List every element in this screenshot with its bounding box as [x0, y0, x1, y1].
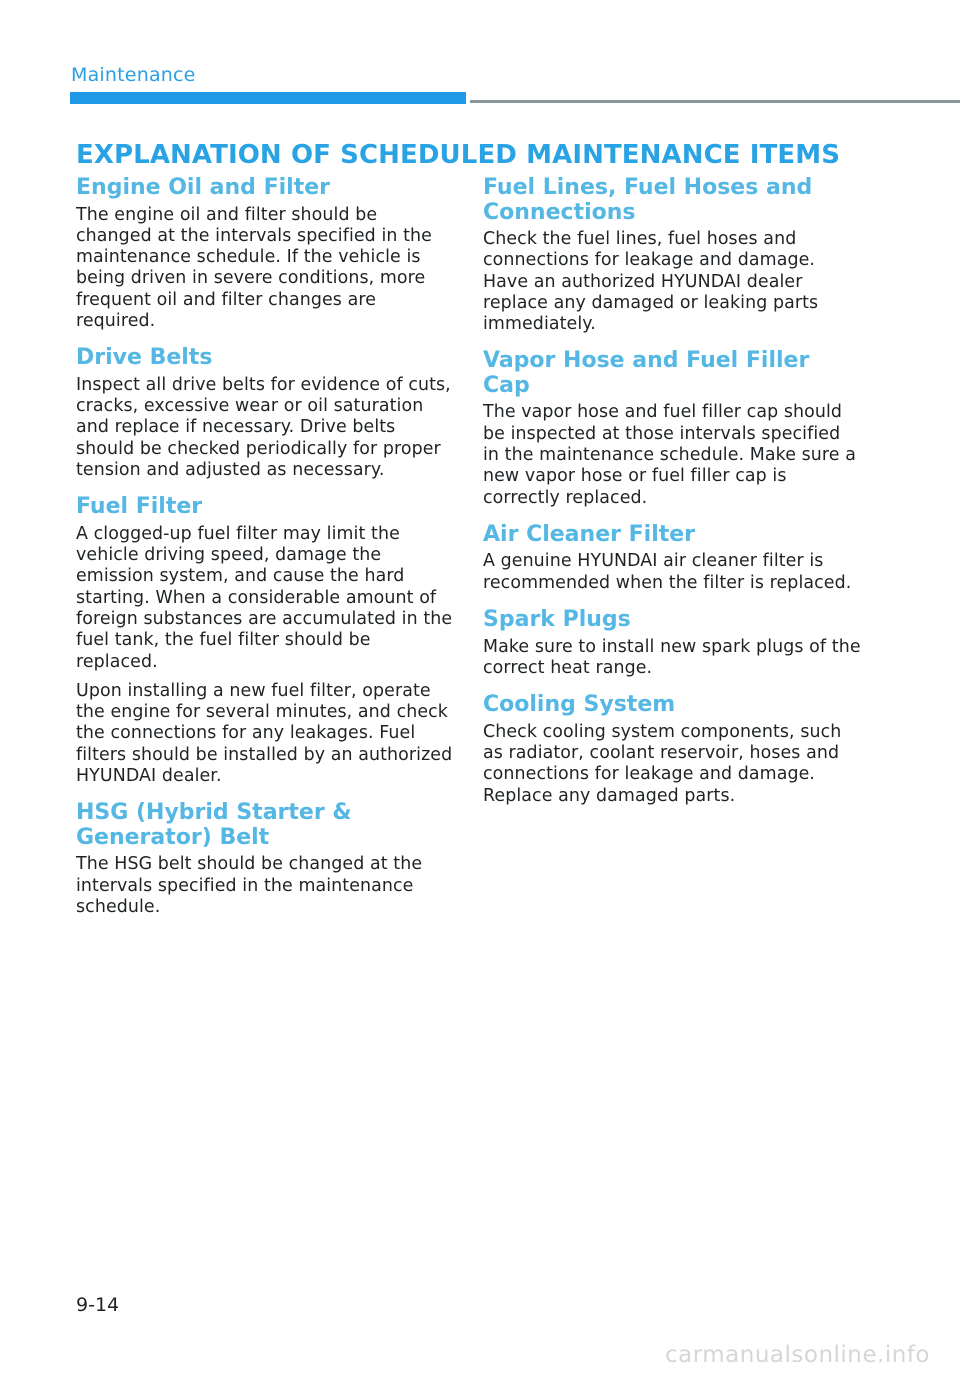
item-heading: Fuel Lines, Fuel Hoses and Connections [483, 175, 813, 225]
item-drive-belts [76, 346, 454, 481]
item-paragraph: The vapor hose and fuel filler cap should be inspected at those intervals specified in the maintenance schedule. Make sure a new vapor hose or fuel filler cap is correctly replaced. [483, 402, 856, 508]
item-paragraph: Check the fuel lines, fuel hoses and connections for leakage and damage. Have an authorized HYUNDAI dealer replace any damaged or leaking parts immediately. [483, 229, 819, 335]
item-fuel-lines [483, 176, 861, 335]
item-heading: Engine Oil and Filter [76, 175, 330, 200]
page-title: EXPLANATION OF SCHEDULED MAINTENANCE ITEMS [76, 140, 841, 170]
item-paragraph: The HSG belt should be changed at the intervals specified in the maintenance schedule. [76, 854, 423, 917]
item-paragraph: A clogged-up fuel filter may limit the vehicle driving speed, damage the emission system, and cause the hard starting. When a considerable amount of foreign substances are accumulated in the fuel tank, the fuel filter should be replaced. [76, 523, 453, 672]
item-heading: Drive Belts [76, 345, 213, 371]
running-header: Maintenance [71, 64, 196, 86]
item-heading: Spark Plugs [483, 607, 631, 633]
item-paragraph: Upon installing a new fuel filter, operate the engine for several minutes, and check the connections for any leakages. Fuel filters should be installed by an authorized HYUNDAI dealer. [76, 680, 453, 787]
item-paragraph: Check cooling system components, such as radiator, coolant reservoir, hoses and connections for leakage and damage. Replace any damaged parts. [483, 721, 842, 806]
header-rule-divider [470, 100, 960, 103]
item-vapor-hose [483, 349, 861, 508]
item-heading: Vapor Hose and Fuel Filler Cap [483, 348, 810, 398]
right-column [483, 176, 861, 821]
item-heading: Fuel Filter [76, 494, 203, 520]
item-air-cleaner [483, 523, 861, 594]
item-paragraph: The engine oil and filter should be changed at the intervals specified in the maintenance schedule. If the vehicle is being driven in severe conditions, more frequent oil and filter changes are required. [76, 204, 432, 331]
item-paragraph: A genuine HYUNDAI air cleaner filter is recommended when the filter is replaced. [483, 551, 852, 593]
item-heading: HSG (Hybrid Starter & Generator) Belt [76, 800, 352, 850]
watermark: carmanualsonline.info [664, 1342, 930, 1368]
item-paragraph: Make sure to install new spark plugs of the correct heat range. [483, 636, 861, 678]
item-hsg-belt [76, 801, 454, 918]
item-fuel-filter [76, 495, 454, 787]
page-number: 9-14 [76, 1294, 120, 1316]
item-engine-oil [76, 176, 454, 332]
item-heading: Cooling System [483, 692, 676, 718]
item-cooling-system [483, 693, 861, 807]
item-paragraph: Inspect all drive belts for evidence of cuts, cracks, excessive wear or oil saturation and replace if necessary. Drive belts should be checked periodically for proper tension and adjusted as necessary. [76, 374, 451, 480]
item-heading: Air Cleaner Filter [483, 521, 696, 547]
header-rule-accent [70, 92, 466, 104]
item-spark-plugs [483, 608, 861, 679]
left-column [76, 176, 454, 932]
